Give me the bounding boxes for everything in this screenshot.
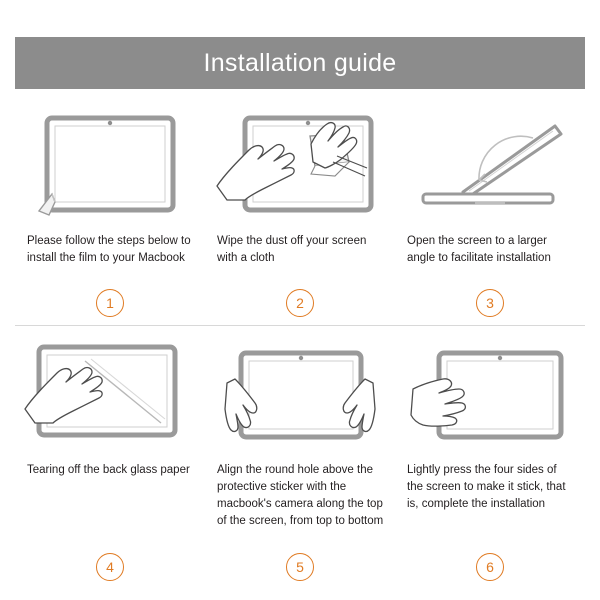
header-banner	[15, 37, 585, 89]
step-caption: Please follow the steps below to install the film to your Macbook	[27, 235, 191, 264]
laptop-screen-with-peeling-film-icon	[25, 114, 195, 219]
page-title: Installation guide	[203, 48, 397, 77]
step-number-badge: 4	[96, 553, 124, 581]
step-cell-6	[395, 339, 585, 589]
steps-row-1	[15, 110, 585, 325]
hand-wiping-screen-with-cloth-icon	[215, 114, 385, 219]
step-cell-4	[15, 339, 205, 589]
step-number-badge: 2	[286, 289, 314, 317]
step-caption: Align the round hole above the protective sticker with the macbook's camera along the top of the screen, from top to bottom	[217, 464, 384, 527]
hand-pressing-screen-edges-icon	[405, 343, 575, 448]
laptop-opening-angle-icon	[405, 114, 575, 219]
steps-row-2	[15, 339, 585, 589]
hand-peeling-back-paper-icon	[25, 343, 195, 448]
step-number-badge: 1	[96, 289, 124, 317]
two-hands-aligning-film-icon	[215, 343, 385, 448]
step-number-badge: 6	[476, 553, 504, 581]
step-caption: Wipe the dust off your screen with a cloth	[217, 235, 367, 264]
step-caption: Lightly press the four sides of the screen to make it stick, that is, complete the installation	[407, 464, 566, 510]
step-number-badge: 5	[286, 553, 314, 581]
step-number-badge: 3	[476, 289, 504, 317]
step-caption: Open the screen to a larger angle to facilitate installation	[407, 235, 551, 264]
step-caption: Tearing off the back glass paper	[27, 464, 190, 476]
step-cell-1	[15, 110, 205, 325]
step-cell-3	[395, 110, 585, 325]
step-cell-2	[205, 110, 395, 325]
steps-grid	[15, 110, 585, 589]
step-cell-5	[205, 339, 395, 589]
